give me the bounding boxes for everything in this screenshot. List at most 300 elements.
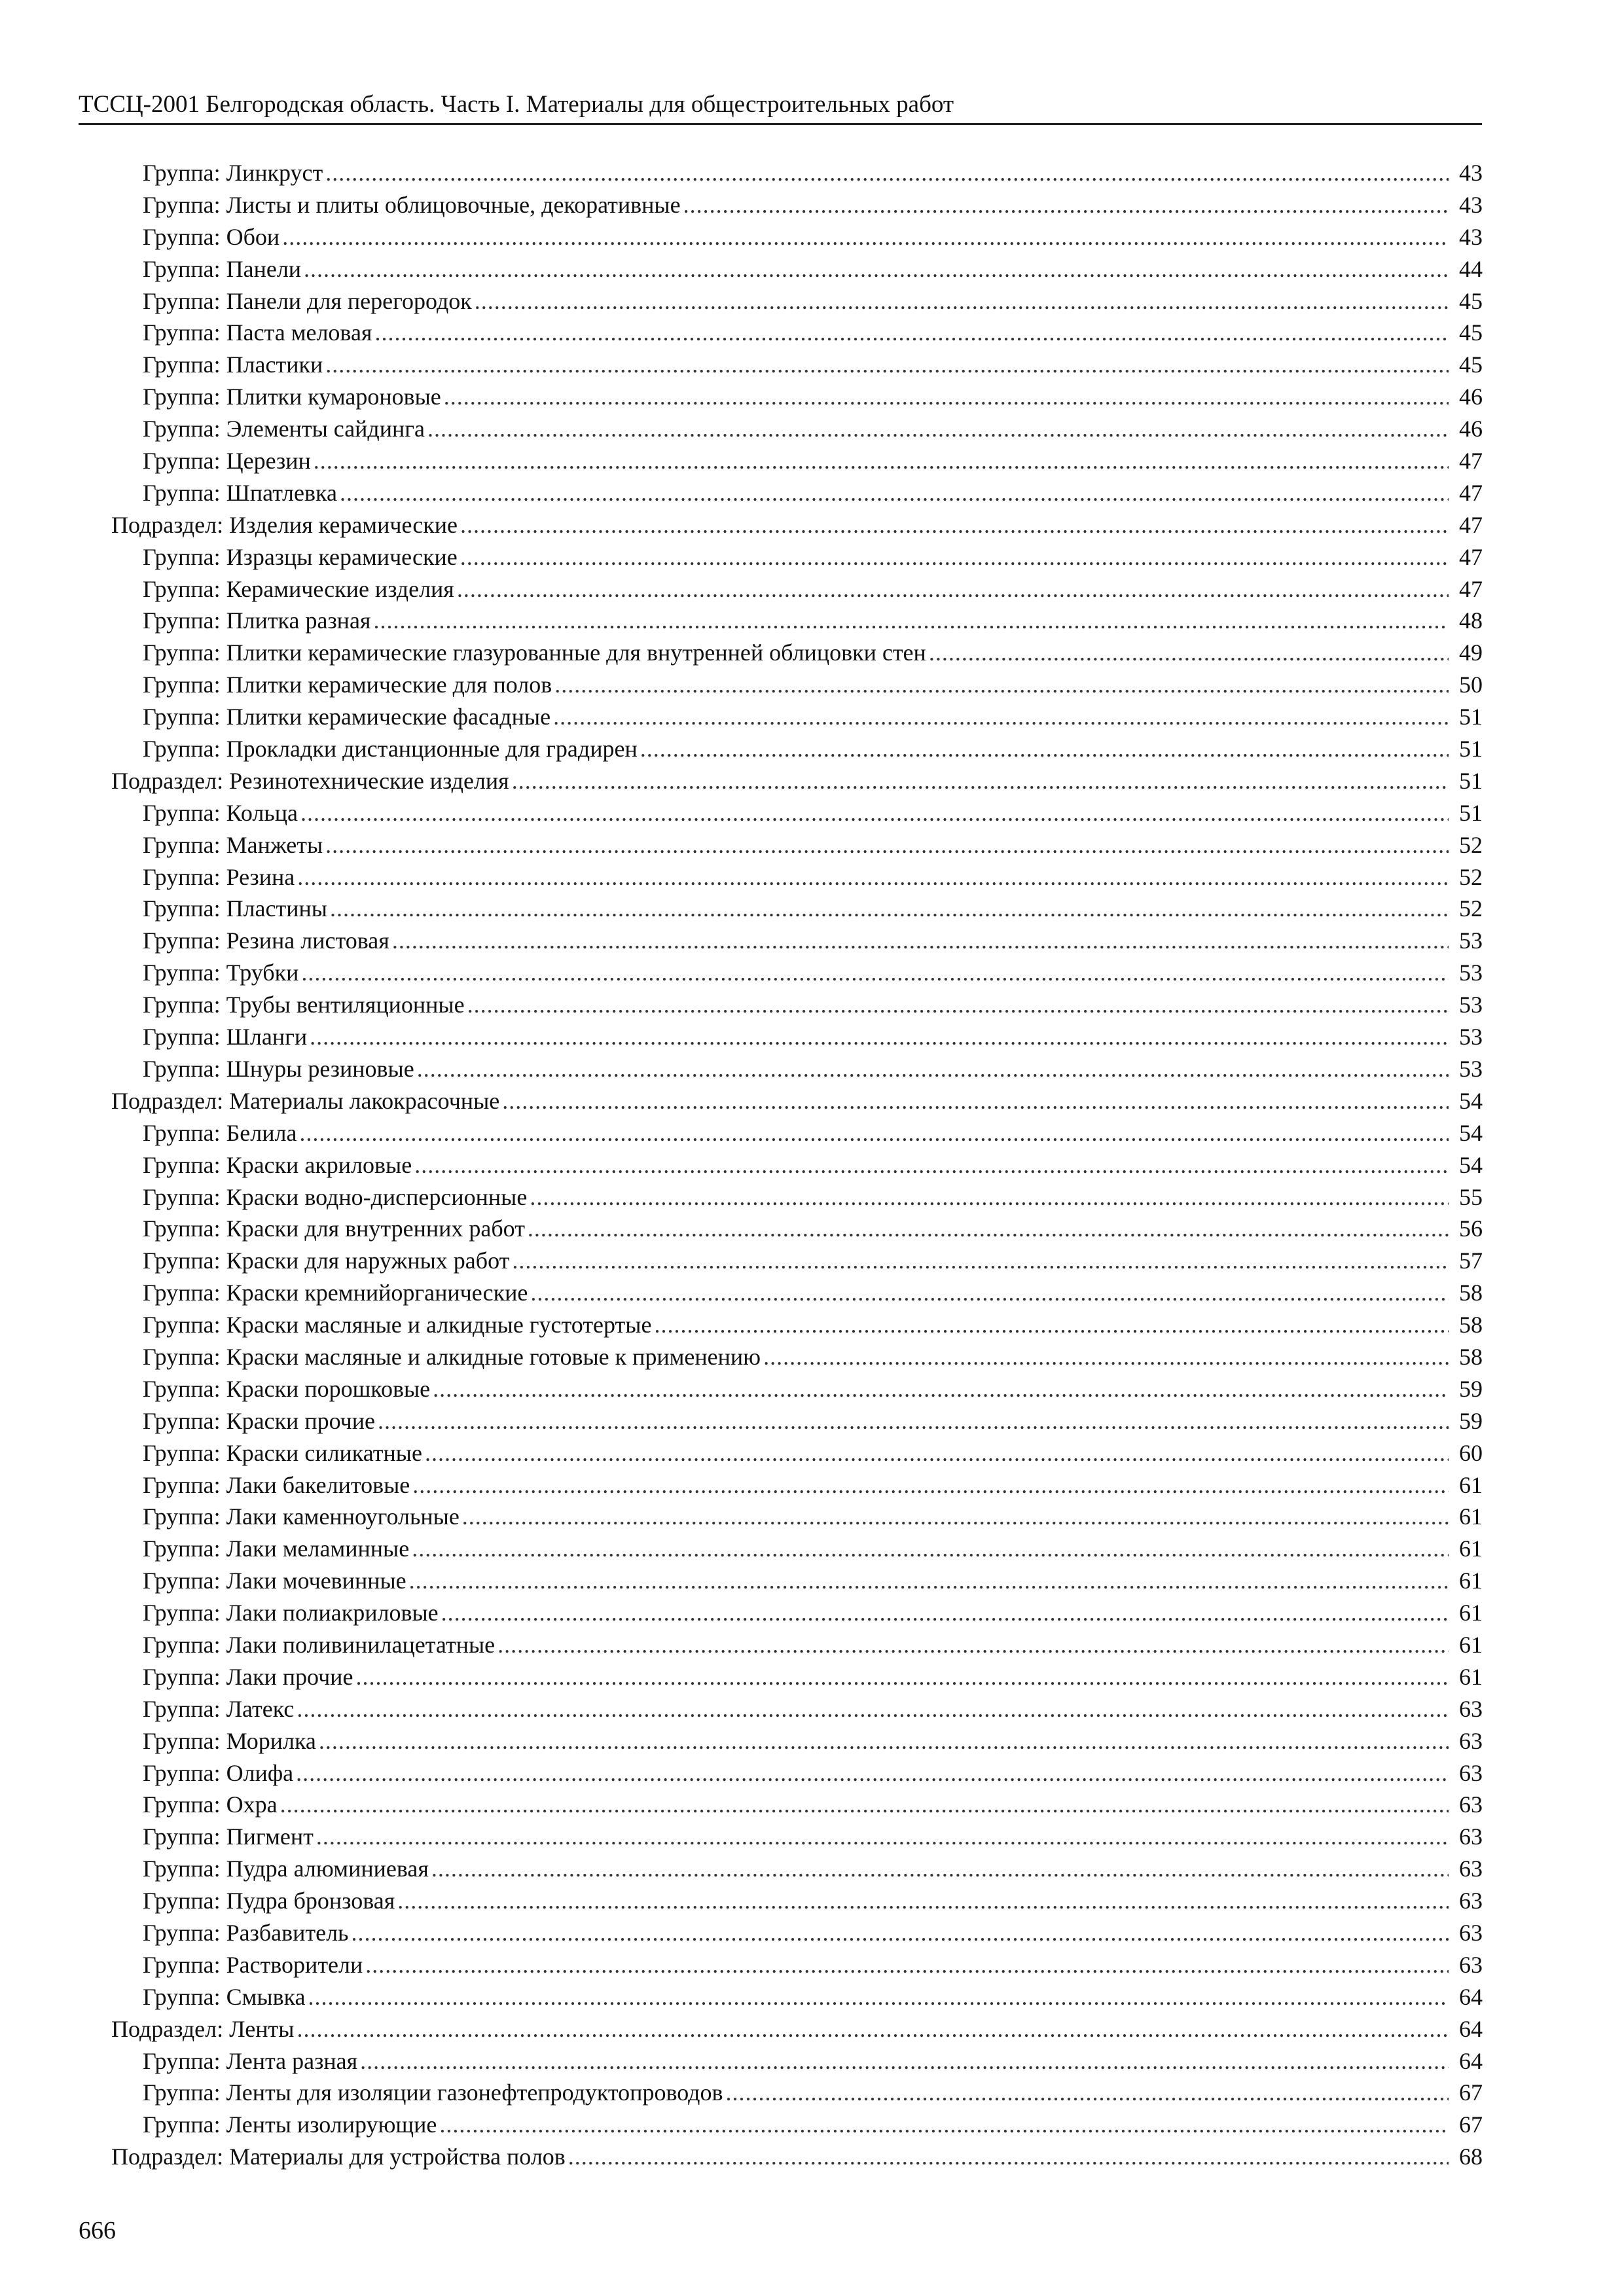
toc-entry: [143, 1405, 1483, 1437]
toc-entry-name: Пластики: [226, 351, 323, 378]
toc-entry-page: 49: [1459, 639, 1483, 666]
toc-entry-prefix: Группа:: [143, 448, 221, 475]
toc-entry-name: Ленты для изоляции газонефтепродуктопроводов: [226, 2079, 723, 2106]
toc-entry-prefix: Группа:: [143, 672, 221, 698]
toc-entry-name: Краски масляные и алкидные густотертые: [226, 1312, 652, 1338]
toc-entry-name: Морилка: [226, 1727, 316, 1754]
toc-entry-title: [111, 765, 512, 797]
toc-entry-prefix: Группа:: [143, 1856, 221, 1882]
dot-leader: [319, 1725, 1449, 1757]
toc-entry-page: 46: [1459, 416, 1483, 442]
toc-entry-page: 64: [1459, 2015, 1483, 2042]
toc-group-row: [0, 2045, 1624, 2077]
toc-group-row: [0, 253, 1624, 285]
toc-entry-prefix: Группа:: [143, 1568, 221, 1594]
toc-group-row: [0, 925, 1624, 957]
toc-entry-page: 53: [1459, 927, 1483, 954]
dot-leader: [296, 1757, 1449, 1789]
toc-group-row: [0, 1245, 1624, 1277]
toc-entry-page: 50: [1459, 672, 1483, 698]
toc-entry-page: 54: [1459, 1087, 1483, 1114]
toc-subsection-row: [0, 509, 1624, 541]
toc-entry-name: Краски для наружных работ: [226, 1247, 510, 1274]
toc-entry-prefix: Группа:: [143, 1183, 221, 1210]
dot-leader: [378, 1405, 1449, 1437]
toc-entry-page: 59: [1459, 1375, 1483, 1402]
toc-group-row: [0, 829, 1624, 861]
toc-entry-name: Лаки прочие: [226, 1663, 353, 1690]
toc-entry-prefix: Группа:: [143, 160, 221, 186]
toc-entry-title: [143, 925, 392, 957]
toc-entry-page: 63: [1459, 1856, 1483, 1882]
toc-entry-prefix: Группа:: [143, 1759, 221, 1786]
page-header: [79, 84, 1482, 125]
toc-group-row: [0, 669, 1624, 701]
toc-entry-prefix: Подраздел:: [111, 2144, 224, 2170]
dot-leader: [409, 1565, 1449, 1597]
dot-leader: [530, 1277, 1449, 1309]
toc-group-row: [0, 1565, 1624, 1597]
toc-entry-name: Разбавитель: [226, 1919, 349, 1946]
toc-entry-title: [143, 2045, 360, 2077]
toc-entry-title: [143, 1309, 654, 1341]
dot-leader: [397, 1885, 1449, 1917]
toc-entry-page: 45: [1459, 319, 1483, 346]
toc-group-row: [0, 2077, 1624, 2109]
toc-entry-page: 61: [1459, 1663, 1483, 1690]
dot-leader: [355, 1661, 1449, 1693]
toc-entry: [143, 1821, 1483, 1853]
dot-leader: [929, 637, 1449, 669]
toc-entry: [143, 605, 1483, 637]
toc-group-row: [0, 1789, 1624, 1821]
dot-leader: [351, 1917, 1449, 1949]
dot-leader: [457, 573, 1449, 605]
dot-leader: [297, 2013, 1449, 2045]
toc-entry-prefix: Группа:: [143, 1215, 221, 1242]
toc-group-row: [0, 541, 1624, 573]
toc-entry-name: Обои: [226, 223, 280, 250]
toc-entry-prefix: Группа:: [143, 1343, 221, 1370]
dot-leader: [528, 1213, 1449, 1245]
toc-entry-name: Лаки поливинилацетатные: [226, 1631, 496, 1658]
toc-entry-page: 53: [1459, 1055, 1483, 1082]
toc-group-row: [0, 573, 1624, 605]
toc-group-row: [0, 797, 1624, 829]
toc-entry-title: [143, 1373, 433, 1405]
toc-entry-name: Панели: [226, 255, 302, 282]
toc-group-row: [0, 1213, 1624, 1245]
toc-group-row: [0, 893, 1624, 925]
toc-entry: [143, 1949, 1483, 1981]
dot-leader: [460, 509, 1449, 541]
toc-entry-prefix: Подраздел:: [111, 767, 224, 794]
toc-entry: [143, 989, 1483, 1021]
toc-entry-title: [143, 285, 475, 317]
dot-leader: [412, 1469, 1449, 1501]
toc-entry-page: 47: [1459, 511, 1483, 538]
toc-group-row: [0, 989, 1624, 1021]
toc-entry: [143, 1757, 1483, 1789]
toc-entry-prefix: Группа:: [143, 351, 221, 378]
toc-entry-prefix: Группа:: [143, 575, 221, 602]
toc-entry-prefix: Группа:: [143, 1951, 221, 1978]
toc-entry-page: 43: [1459, 160, 1483, 186]
dot-leader: [441, 1597, 1449, 1629]
dot-leader: [640, 733, 1449, 765]
toc-entry-name: Лаки каменноугольные: [226, 1503, 460, 1530]
toc-entry-title: [143, 1981, 308, 2013]
dot-leader: [554, 669, 1449, 701]
toc-entry-title: [143, 157, 325, 189]
toc-entry-page: 43: [1459, 223, 1483, 250]
toc-entry-title: [143, 1885, 397, 1917]
toc-entry: [143, 1565, 1483, 1597]
toc-entry: [143, 2109, 1483, 2141]
toc-entry-title: [143, 1469, 412, 1501]
dot-leader: [431, 1853, 1449, 1885]
toc-entry-name: Листы и плиты облицовочные, декоративные: [226, 191, 681, 218]
toc-entry: [143, 1053, 1483, 1085]
toc-entry-page: 45: [1459, 287, 1483, 314]
toc-entry-prefix: Группа:: [143, 1983, 221, 2010]
toc-group-row: [0, 1597, 1624, 1629]
toc-entry-page: 47: [1459, 448, 1483, 475]
toc-subsection-row: [0, 2141, 1624, 2173]
toc-entry-title: [111, 1085, 502, 1117]
dot-leader: [280, 1789, 1449, 1821]
toc-entry: [143, 1597, 1483, 1629]
toc-group-row: [0, 1053, 1624, 1085]
toc-entry-prefix: Группа:: [143, 1631, 221, 1658]
toc-entry-prefix: Группа:: [143, 1151, 221, 1178]
toc-entry-page: 63: [1459, 1759, 1483, 1786]
toc-group-row: [0, 1501, 1624, 1533]
toc-entry-page: 58: [1459, 1280, 1483, 1306]
toc-group-row: [0, 733, 1624, 765]
toc-entry-prefix: Группа:: [143, 255, 221, 282]
toc-entry-prefix: Подраздел:: [111, 1087, 224, 1114]
dot-leader: [467, 989, 1449, 1021]
dot-leader: [297, 861, 1449, 893]
toc-entry: [143, 1501, 1483, 1533]
toc-entry: [143, 1693, 1483, 1725]
toc-entry-prefix: Группа:: [143, 1695, 221, 1722]
toc-entry-name: Ленты: [229, 2015, 295, 2042]
toc-entry-page: 51: [1459, 736, 1483, 762]
toc-entry-title: [143, 2109, 439, 2141]
toc-entry-name: Краски прочие: [226, 1407, 376, 1434]
toc-entry-name: Краски для внутренних работ: [226, 1215, 525, 1242]
dot-leader: [373, 605, 1449, 637]
toc-entry-page: 44: [1459, 255, 1483, 282]
toc-entry-page: 56: [1459, 1215, 1483, 1242]
toc-entry: [143, 221, 1483, 253]
toc-entry-page: 61: [1459, 1535, 1483, 1562]
toc-entry-title: [143, 1725, 319, 1757]
toc-entry: [111, 765, 1483, 797]
toc-entry-title: [143, 893, 330, 925]
toc-entry-title: [143, 253, 304, 285]
toc-entry-prefix: Подраздел:: [111, 2015, 224, 2042]
toc-entry-name: Краски акриловые: [226, 1151, 412, 1178]
toc-entry-page: 63: [1459, 1951, 1483, 1978]
toc-entry-title: [143, 797, 300, 829]
dot-leader: [282, 221, 1449, 253]
toc-entry-title: [143, 1021, 310, 1053]
toc-entry-name: Краски масляные и алкидные готовые к применению: [226, 1343, 761, 1370]
toc-entry: [111, 509, 1483, 541]
toc-group-row: [0, 1533, 1624, 1565]
toc-entry-name: Охра: [226, 1791, 278, 1818]
toc-entry-page: 58: [1459, 1343, 1483, 1370]
toc-entry-page: 59: [1459, 1407, 1483, 1434]
toc-entry-prefix: Группа:: [143, 2079, 221, 2106]
toc-entry-title: [143, 637, 929, 669]
toc-entry-title: [143, 829, 325, 861]
toc-entry-prefix: Группа:: [143, 1727, 221, 1754]
toc-group-row: [0, 413, 1624, 445]
toc-entry: [143, 733, 1483, 765]
dot-leader: [316, 1821, 1449, 1853]
toc-entry-name: Материалы лакокрасочные: [229, 1087, 500, 1114]
toc-entry: [143, 669, 1483, 701]
toc-entry-name: Церезин: [226, 448, 311, 475]
toc-entry-name: Краски кремнийорганические: [226, 1280, 528, 1306]
toc-entry-title: [111, 2141, 568, 2173]
toc-group-row: [0, 701, 1624, 733]
toc-entry-name: Шпатлевка: [226, 479, 337, 506]
toc-entry-title: [143, 221, 282, 253]
toc-entry-name: Олифа: [226, 1759, 294, 1786]
toc-entry-name: Элементы сайдинга: [226, 416, 425, 442]
toc-entry-prefix: Группа:: [143, 1055, 221, 1082]
toc-entry-title: [143, 1213, 528, 1245]
toc-entry-title: [143, 477, 340, 509]
dot-leader: [497, 1629, 1449, 1661]
toc-entry-name: Смывка: [226, 1983, 306, 2010]
toc-group-row: [0, 605, 1624, 637]
toc-entry-prefix: Группа:: [143, 2111, 221, 2138]
toc-entry-prefix: Группа:: [143, 639, 221, 666]
toc-entry-name: Пигмент: [226, 1823, 314, 1850]
toc-entry: [143, 573, 1483, 605]
dot-leader: [325, 829, 1449, 861]
toc-entry-title: [143, 701, 553, 733]
toc-entry: [143, 637, 1483, 669]
toc-entry-page: 52: [1459, 863, 1483, 890]
toc-entry-page: 51: [1459, 704, 1483, 730]
toc-entry-prefix: Группа:: [143, 319, 221, 346]
dot-leader: [439, 2109, 1449, 2141]
dot-leader: [725, 2077, 1449, 2109]
toc-entry-page: 47: [1459, 479, 1483, 506]
toc-entry-name: Плитки кумароновые: [226, 384, 441, 410]
toc-group-row: [0, 477, 1624, 509]
toc-group-row: [0, 1917, 1624, 1949]
toc-entry-name: Лента разная: [226, 2047, 358, 2074]
toc-entry-prefix: Группа:: [143, 1247, 221, 1274]
toc-entry: [143, 1245, 1483, 1277]
toc-entry-title: [143, 1853, 431, 1885]
toc-group-row: [0, 285, 1624, 317]
toc-entry-name: Латекс: [226, 1695, 295, 1722]
toc-entry: [143, 1213, 1483, 1245]
dot-leader: [512, 1245, 1449, 1277]
toc-entry-title: [143, 573, 457, 605]
toc-entry: [143, 1373, 1483, 1405]
toc-group-row: [0, 1853, 1624, 1885]
toc-group-row: [0, 1341, 1624, 1373]
toc-entry: [143, 1981, 1483, 2013]
toc-entry-name: Растворители: [226, 1951, 363, 1978]
toc-entry-name: Паста меловая: [226, 319, 372, 346]
toc-entry-title: [143, 1821, 316, 1853]
toc-entry-title: [143, 349, 325, 381]
toc-entry-name: Панели для перегородок: [226, 287, 472, 314]
toc-entry-prefix: Группа:: [143, 1119, 221, 1146]
toc-entry-page: 54: [1459, 1151, 1483, 1178]
toc-entry: [143, 957, 1483, 989]
toc-entry-page: 60: [1459, 1439, 1483, 1466]
toc-group-row: [0, 1629, 1624, 1661]
toc-entry: [143, 189, 1483, 221]
dot-leader: [365, 1949, 1449, 1981]
toc-entry: [143, 381, 1483, 413]
dot-leader: [304, 253, 1449, 285]
toc-entry-name: Краски силикатные: [226, 1439, 422, 1466]
toc-entry-page: 51: [1459, 799, 1483, 826]
toc-entry-title: [143, 2077, 725, 2109]
dot-leader: [417, 1053, 1449, 1085]
toc-entry-title: [111, 509, 460, 541]
toc-entry-prefix: Группа:: [143, 799, 221, 826]
toc-entry-title: [143, 669, 554, 701]
toc-group-row: [0, 1149, 1624, 1181]
toc-group-row: [0, 1309, 1624, 1341]
toc-entry-name: Плитка разная: [226, 607, 371, 634]
toc-entry-page: 54: [1459, 1119, 1483, 1146]
toc-entry-page: 45: [1459, 351, 1483, 378]
toc-entry: [143, 157, 1483, 189]
toc-entry: [143, 2045, 1483, 2077]
toc-entry-page: 67: [1459, 2079, 1483, 2106]
toc-entry-prefix: Группа:: [143, 1503, 221, 1530]
toc-entry-name: Трубы вентиляционные: [226, 992, 465, 1018]
toc-entry-name: Материалы для устройства полов: [229, 2144, 566, 2170]
toc-group-row: [0, 381, 1624, 413]
toc-entry-page: 64: [1459, 2047, 1483, 2074]
toc-group-row: [0, 957, 1624, 989]
toc-entry-name: Прокладки дистанционные для градирен: [226, 736, 638, 762]
toc-entry: [143, 285, 1483, 317]
toc-group-row: [0, 1405, 1624, 1437]
toc-entry-page: 61: [1459, 1503, 1483, 1530]
dot-leader: [330, 893, 1449, 925]
dot-leader: [475, 285, 1449, 317]
toc-entry-page: 67: [1459, 2111, 1483, 2138]
dot-leader: [314, 445, 1449, 477]
toc-entry-title: [143, 1341, 763, 1373]
toc-entry-title: [143, 317, 374, 349]
toc-entry: [111, 2141, 1483, 2173]
dot-leader: [300, 797, 1449, 829]
toc-entry: [143, 445, 1483, 477]
toc-entry-title: [143, 1501, 462, 1533]
toc-entry: [143, 861, 1483, 893]
toc-entry-prefix: Группа:: [143, 287, 221, 314]
toc-entry-name: Белила: [226, 1119, 297, 1146]
toc-entry-page: 63: [1459, 1919, 1483, 1946]
toc-entry-prefix: Группа:: [143, 895, 221, 922]
toc-entry-title: [143, 1437, 425, 1469]
toc-entry: [143, 925, 1483, 957]
toc-entry-title: [143, 605, 373, 637]
toc-entry: [143, 477, 1483, 509]
toc-entry: [143, 1117, 1483, 1149]
toc-entry-title: [143, 1277, 530, 1309]
toc-group-row: [0, 157, 1624, 189]
toc-entry: [143, 1309, 1483, 1341]
dot-leader: [425, 1437, 1449, 1469]
toc-group-row: [0, 1437, 1624, 1469]
toc-entry-page: 48: [1459, 607, 1483, 634]
toc-entry-page: 68: [1459, 2144, 1483, 2170]
toc-entry-prefix: Группа:: [143, 543, 221, 570]
toc-entry-page: 53: [1459, 992, 1483, 1018]
table-of-contents: [0, 157, 1624, 2173]
toc-entry-page: 52: [1459, 831, 1483, 858]
toc-entry-prefix: Группа:: [143, 191, 221, 218]
toc-entry-name: Шнуры резиновые: [226, 1055, 414, 1082]
toc-entry: [143, 253, 1483, 285]
toc-entry-prefix: Группа:: [143, 863, 221, 890]
toc-group-row: [0, 445, 1624, 477]
toc-entry-prefix: Группа:: [143, 1439, 221, 1466]
toc-entry-prefix: Группа:: [143, 1407, 221, 1434]
toc-entry: [143, 1853, 1483, 1885]
toc-entry-page: 63: [1459, 1888, 1483, 1914]
toc-entry: [143, 1661, 1483, 1693]
toc-group-row: [0, 1277, 1624, 1309]
toc-entry: [143, 317, 1483, 349]
toc-entry-title: [143, 1181, 530, 1213]
toc-entry-page: 55: [1459, 1183, 1483, 1210]
toc-entry-title: [143, 1245, 512, 1277]
toc-entry-name: Изразцы керамические: [226, 543, 458, 570]
toc-entry-page: 53: [1459, 960, 1483, 986]
dot-leader: [568, 2141, 1449, 2173]
toc-entry-name: Плитки керамические фасадные: [226, 704, 551, 730]
dot-leader: [392, 925, 1449, 957]
toc-entry-prefix: Группа:: [143, 960, 221, 986]
toc-entry-page: 63: [1459, 1727, 1483, 1754]
toc-group-row: [0, 1469, 1624, 1501]
toc-entry-page: 46: [1459, 384, 1483, 410]
toc-group-row: [0, 189, 1624, 221]
toc-entry-prefix: Группа:: [143, 736, 221, 762]
toc-entry-prefix: Группа:: [143, 607, 221, 634]
dot-leader: [512, 765, 1449, 797]
toc-entry: [143, 1341, 1483, 1373]
toc-entry-prefix: Группа:: [143, 1791, 221, 1818]
toc-entry-name: Пластины: [226, 895, 327, 922]
dot-leader: [654, 1309, 1449, 1341]
dot-leader: [444, 381, 1449, 413]
toc-entry-name: Пудра алюминиевая: [226, 1856, 429, 1882]
toc-entry: [143, 1021, 1483, 1053]
toc-entry-title: [143, 445, 314, 477]
